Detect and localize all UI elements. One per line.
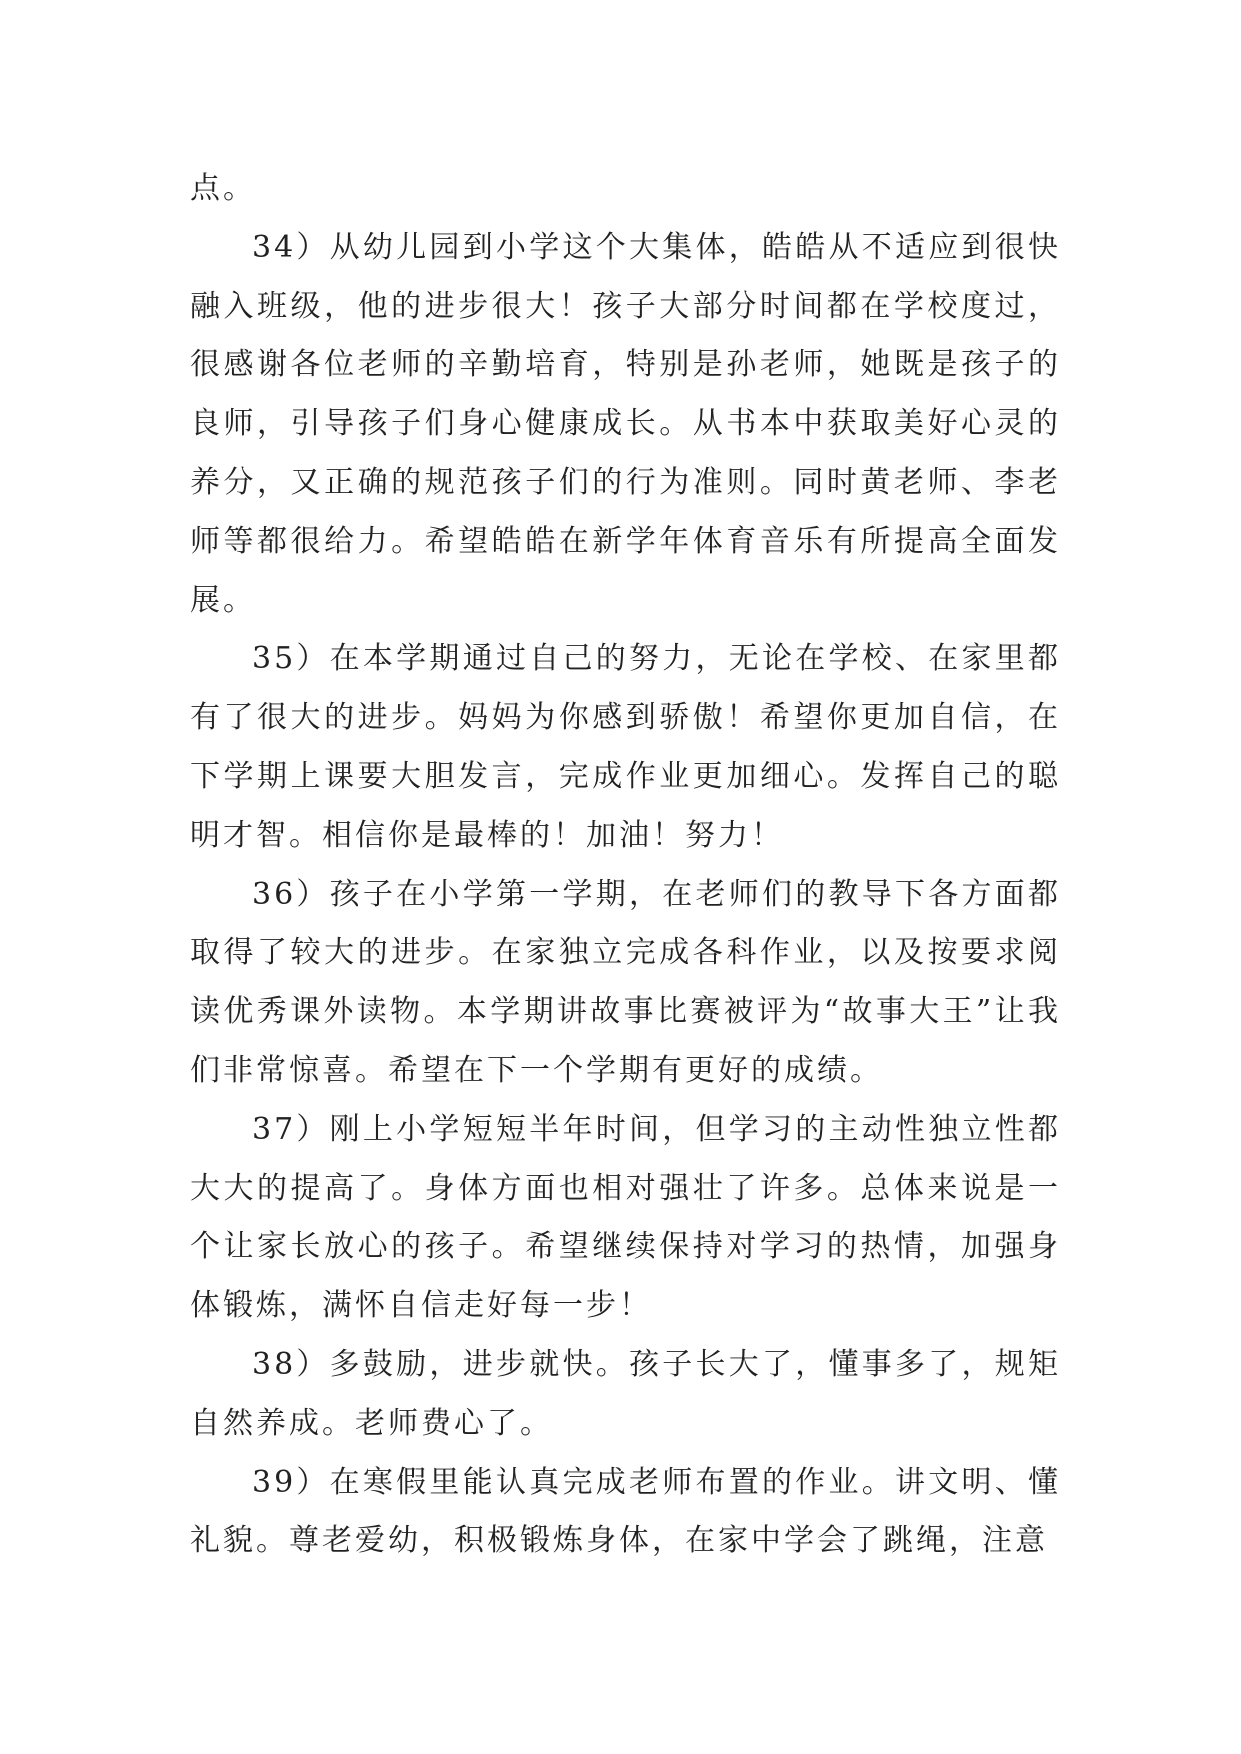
paragraph-37: 37）刚上小学短短半年时间，但学习的主动性独立性都大大的提高了。身体方面也相对强壮了许多。总体来说是一个让家长放心的孩子。希望继续保持对学习的热情，加强身体锻炼，满怀自信走好每一步！ (190, 1111, 1061, 1324)
paragraph-35: 35）在本学期通过自己的努力，无论在学校、在家里都有了很大的进步。妈妈为你感到骄傲！希望你更加自信，在下学期上课要大胆发言，完成作业更加细心。发挥自己的聪明才智。相信你是最棒的！加油！努力！ (190, 641, 1061, 853)
paragraph-39: 39）在寒假里能认真完成老师布置的作业。讲文明、懂礼貌。尊老爱幼，积极锻炼身体，在家中学会了跳绳，注意 (190, 1464, 1061, 1559)
paragraph-34: 34）从幼儿园到小学这个大集体，皓皓从不适应到很快融入班级，他的进步很大！孩子大部分时间都在学校度过，很感谢各位老师的辛勤培育，特别是孙老师，她既是孩子的良师，引导孩子们身心健康成长。从书本中获取美好心灵的养分，又正确的规范孩子们的行为准则。同时黄老师、李老师等都很给力。希望皓皓在新学年体育音乐有所提高全面发展。 (190, 229, 1061, 618)
paragraph-38: 38）多鼓励，进步就快。孩子长大了，懂事多了，规矩自然养成。老师费心了。 (190, 1346, 1061, 1441)
paragraph-36: 36）孩子在小学第一学期，在老师们的教导下各方面都取得了较大的进步。在家独立完成各科作业，以及按要求阅读优秀课外读物。本学期讲故事比赛被评为“故事大王”让我们非常惊喜。希望在下一个学期有更好的成绩。 (190, 876, 1061, 1088)
paragraph-continuation: 点。 (190, 171, 256, 206)
document-body (190, 160, 1061, 1571)
